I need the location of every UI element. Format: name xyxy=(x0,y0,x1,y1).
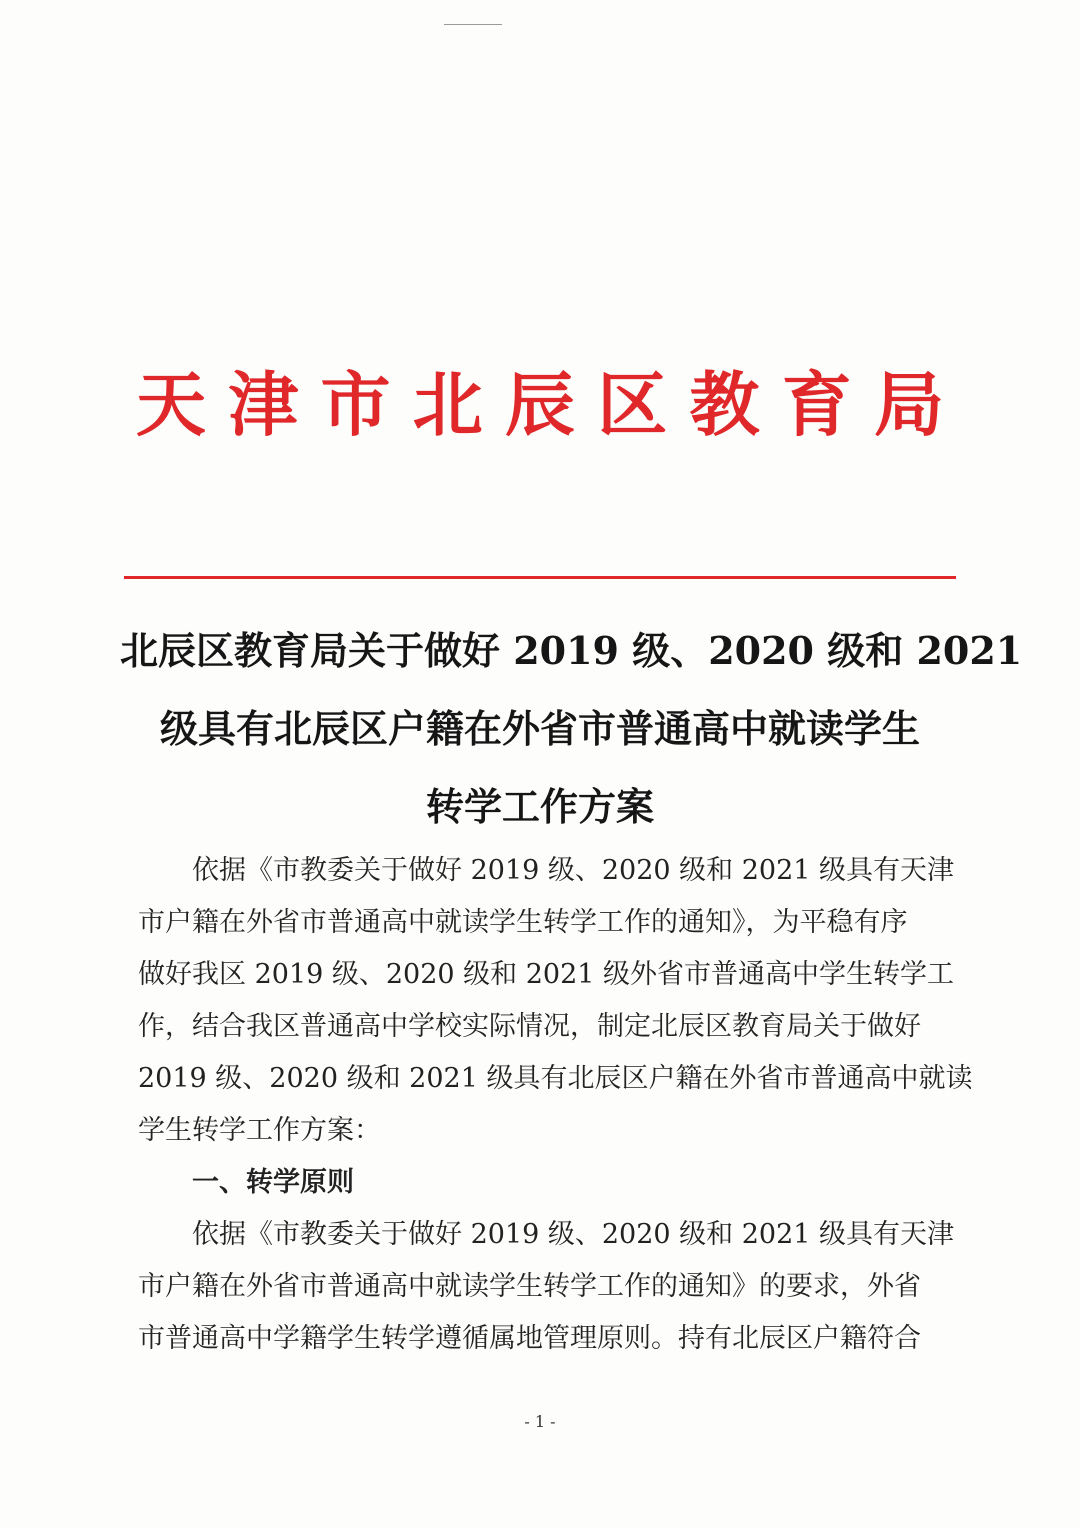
letterhead-char: 教 xyxy=(689,363,760,446)
title-line: 级具有北辰区户籍在外省市普通高中就读学生 xyxy=(159,706,920,751)
letterhead xyxy=(130,355,950,455)
letterhead-char: 区 xyxy=(597,363,668,446)
body-line: 市户籍在外省市普通高中就读学生转学工作的通知》的要求，外省 xyxy=(138,1271,921,1302)
title-line: 北辰区教育局关于做好 2019 级、2020 级和 2021 xyxy=(120,628,1023,673)
body-line: 作，结合我区普通高中学校实际情况，制定北辰区教育局关于做好 xyxy=(138,1011,921,1042)
paragraph-intro xyxy=(138,845,973,1157)
letterhead-char: 天 xyxy=(136,363,206,446)
body-line: 做好我区 2019 级、2020 级和 2021 级外省市普通高中学生转学工 xyxy=(138,959,955,990)
letterhead-char: 津 xyxy=(228,363,299,446)
document-body xyxy=(138,845,973,1365)
body-line: 学生转学工作方案： xyxy=(138,1115,381,1146)
document-title xyxy=(120,612,1023,846)
section-heading: 一、转学原则 xyxy=(192,1167,354,1198)
paragraph-transfer-principle xyxy=(138,1209,955,1365)
scan-mark-dash xyxy=(444,24,502,25)
letterhead-char: 局 xyxy=(874,363,944,446)
body-line: 市户籍在外省市普通高中就读学生转学工作的通知》，为平稳有序 xyxy=(138,907,908,938)
title-line: 转学工作方案 xyxy=(425,784,654,829)
letterhead-divider xyxy=(124,576,956,579)
letterhead-char: 育 xyxy=(781,363,852,446)
scan-mark xyxy=(440,20,506,30)
body-line: 依据《市教委关于做好 2019 级、2020 级和 2021 级具有天津 xyxy=(192,1219,955,1250)
letterhead-char: 市 xyxy=(320,363,391,446)
letterhead-char: 辰 xyxy=(505,363,575,446)
body-line: 2019 级、2020 级和 2021 级具有北辰区户籍在外省市普通高中就读 xyxy=(138,1063,973,1094)
body-line: 市普通高中学籍学生转学遵循属地管理原则。持有北辰区户籍符合 xyxy=(138,1323,921,1354)
letterhead-char: 北 xyxy=(412,363,483,446)
body-line: 依据《市教委关于做好 2019 级、2020 级和 2021 级具有天津 xyxy=(192,855,955,886)
page-number: - 1 - xyxy=(524,1412,556,1431)
